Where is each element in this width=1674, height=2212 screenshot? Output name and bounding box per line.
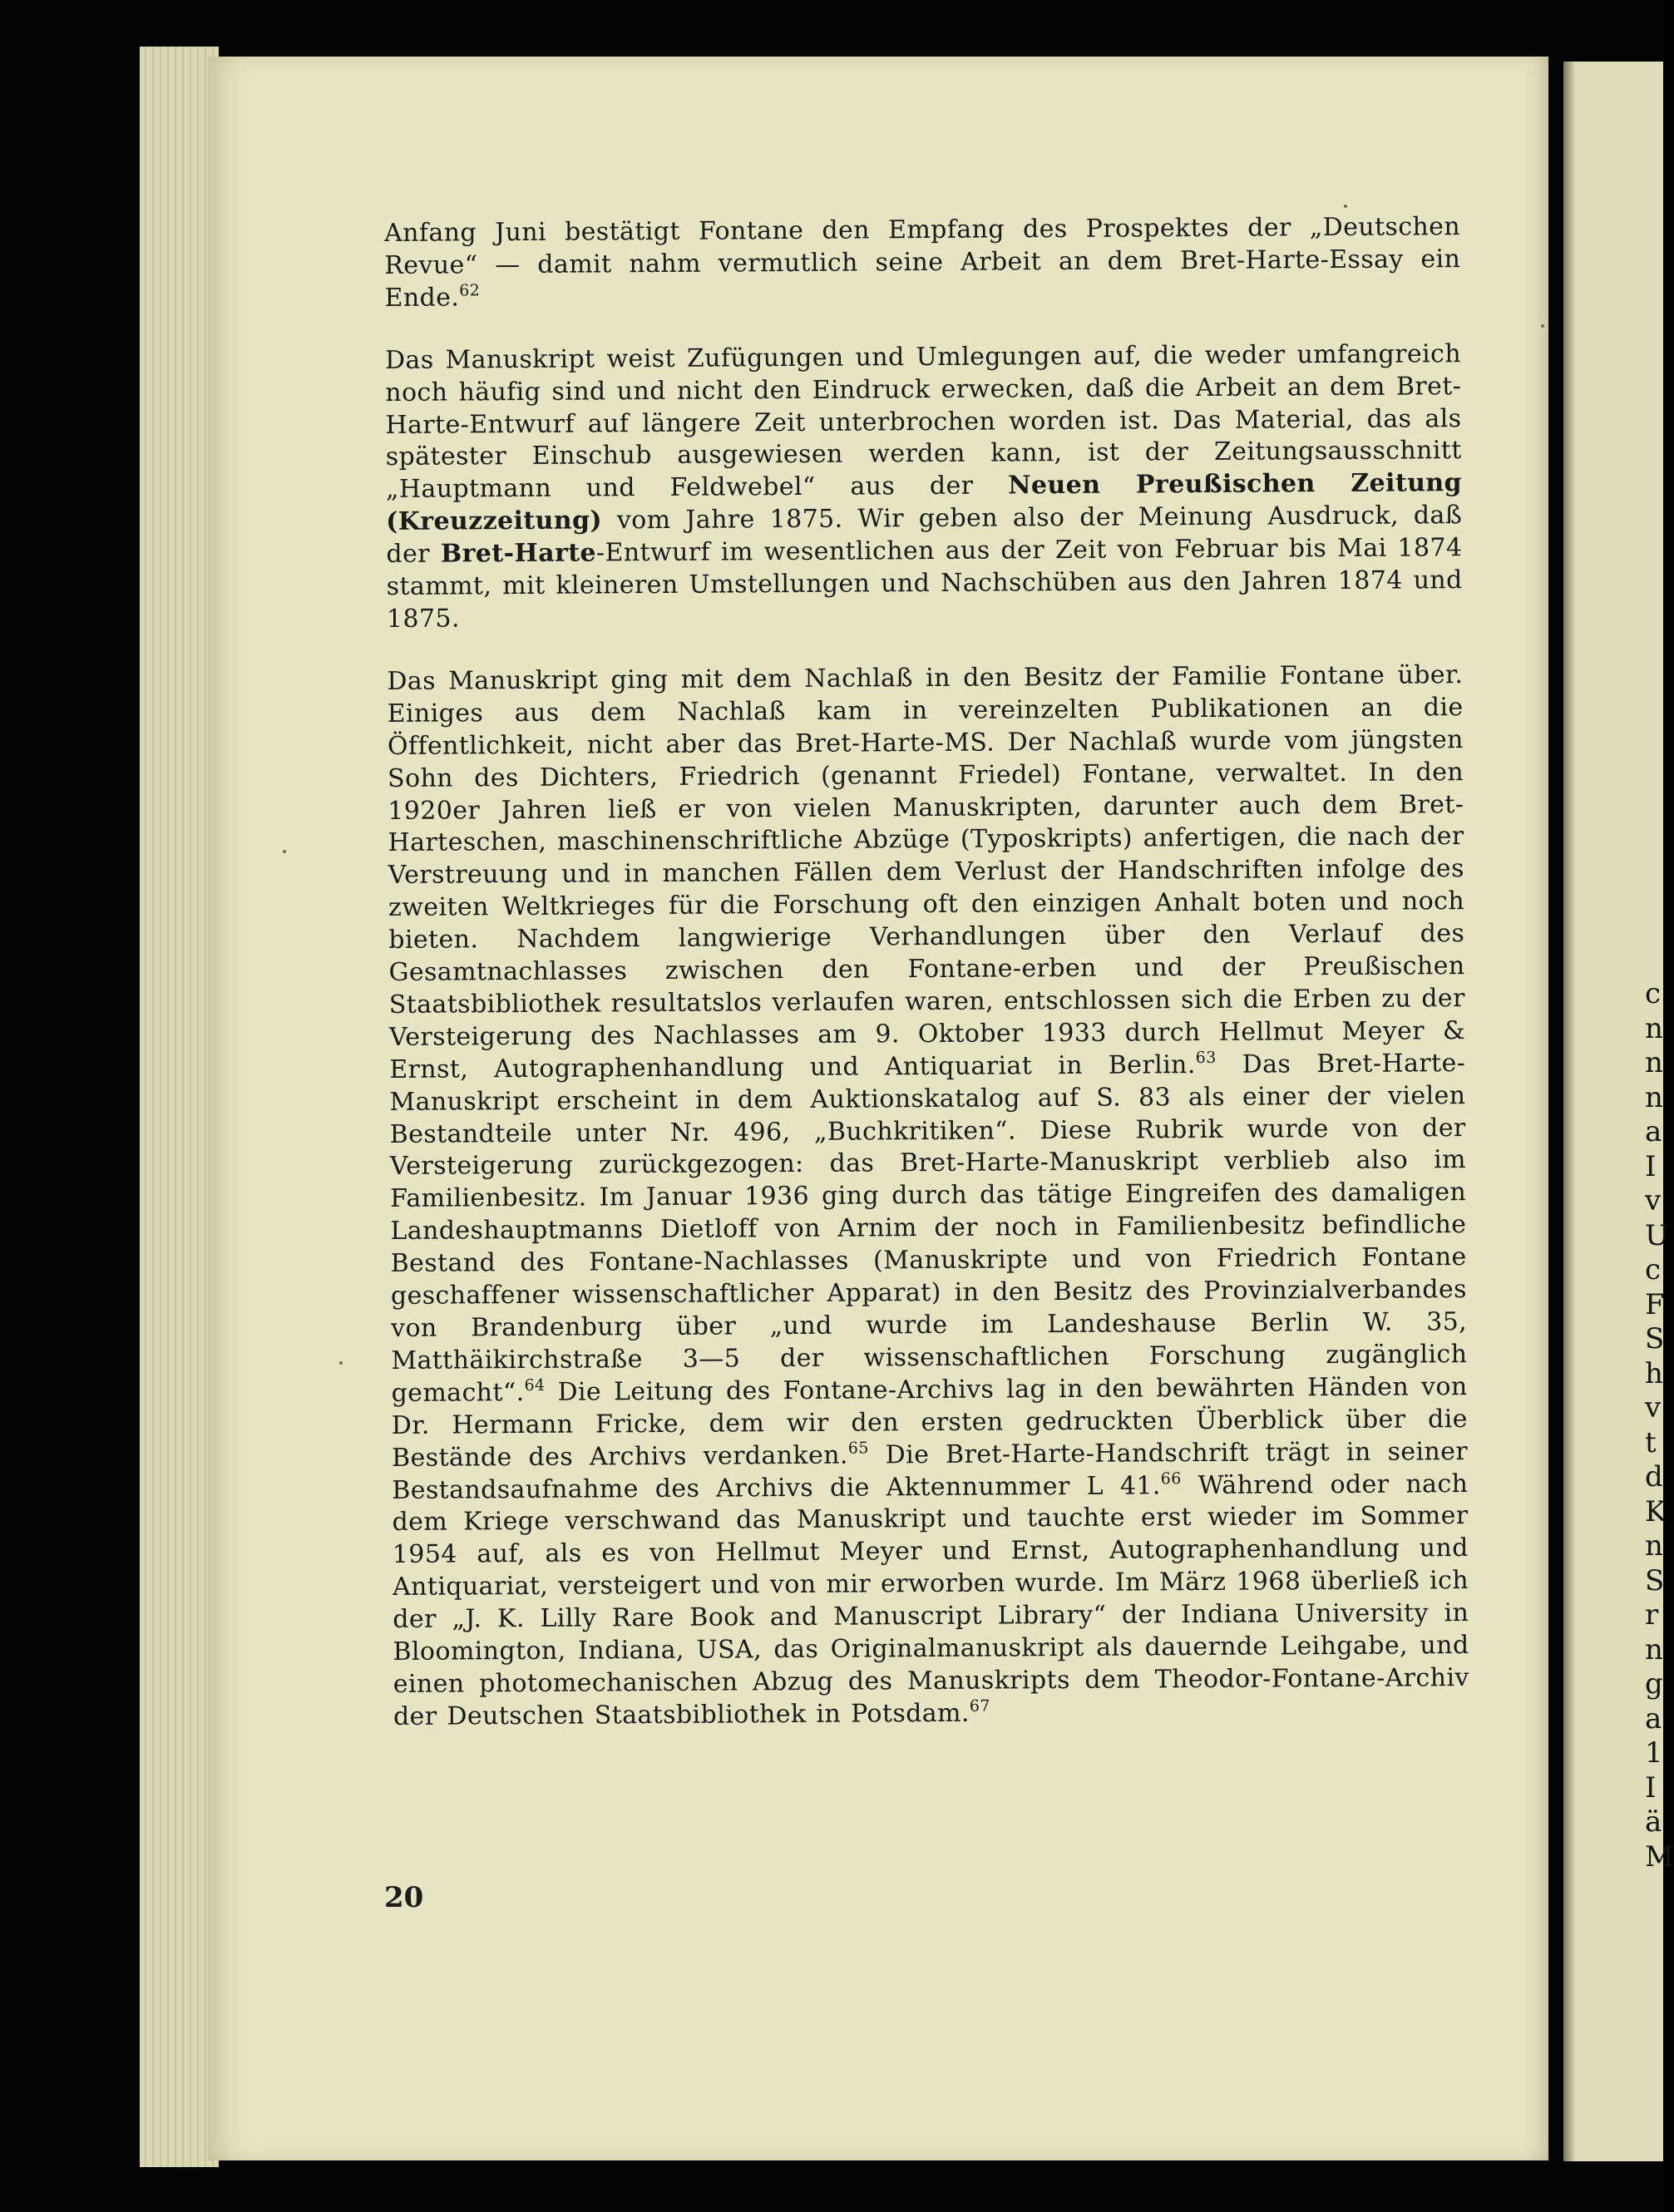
text-run: Das Manuskript ging mit dem Nachlaß in den Besitz der Familie Fontane über. Einiges aus dem Nachlaß kam in vereinzelten Publikationen an die Öffentlichkeit, nicht aber das Bret-Harte-MS. Der Nachlaß wurde vom jüngsten Sohn des Dichters, Friedrich (genannt Friedel) Fontane, verwaltet. In den 1920er Jahren ließ er von vielen Manuskripten, darunter auch dem Bret-Harteschen, maschinenschriftliche Abzüge (Typoskripts) anfertigen, die nach der Verstreuung und in manchen Fällen dem Verlust der Handschriften infolge des zweiten Weltkrieges für die Forschung oft den einzigen Anhalt boten und noch bieten. Nachdem langwierige Verhandlungen über den Verlauf des Gesamtnachlasses zwischen den Fontane-erben und der Preußischen Staatsbibliothek resultatslos verlaufen waren, entschlossen sich die Erben zu der Versteigerung des Nachlasses am 9. Oktober 1933 durch Hellmut Meyer & Ernst, Autographenhandlung und Antiquariat in Berlin. xyxy=(387,659,1466,1084)
footnote-ref-62: 62 xyxy=(459,281,481,300)
next-page-letters xyxy=(1645,977,1674,1874)
footnote-ref-64: 64 xyxy=(524,1375,546,1395)
paper-speck xyxy=(1344,205,1347,208)
next-page-letter: r xyxy=(1645,1598,1659,1632)
next-page-letter: n xyxy=(1645,1046,1663,1079)
next-page-letter: F xyxy=(1645,1287,1665,1321)
next-page-letter: S xyxy=(1645,1322,1665,1355)
gutter-shadow xyxy=(1563,62,1575,2161)
next-page-letter: d xyxy=(1645,1460,1663,1494)
paper-speck xyxy=(283,850,286,853)
footnote-ref-67: 67 xyxy=(969,1696,990,1716)
next-page-letter: I xyxy=(1645,1770,1657,1805)
text-run: Die Leitung des Fontane-Archivs lag in den bewährten Händen von Dr. Hermann Fricke, dem wir den ersten gedruckten Überblick über die Bestände des Archivs verdanken. xyxy=(391,1371,1468,1473)
next-page-letter: ä xyxy=(1645,1805,1662,1839)
text-run: vom Jahre 1875. Wir geben also der Meinung Ausdruck, daß der xyxy=(386,501,1463,570)
next-page-letter: g xyxy=(1645,1667,1663,1701)
text-run: -Entwurf im wesentlichen aus der Zeit von Februar bis Mai 1874 stammt, mit kleineren Umstellungen und Nachschüben aus den Jahren 1874 und 1875. xyxy=(386,533,1463,634)
footnote-ref-66: 66 xyxy=(1160,1469,1182,1488)
text-run: Anfang Juni bestätigt Fontane den Empfang des Prospektes der „Deutschen Revue“ — damit nahm vermutlich seine Arbeit an dem Bret-Harte-Essay ein Ende. xyxy=(384,212,1461,313)
body-text xyxy=(384,211,1469,1764)
page-stack-edges xyxy=(140,47,219,2167)
next-page-letter: v xyxy=(1645,1391,1662,1424)
next-page-letter: n xyxy=(1645,1529,1663,1563)
author-name-bold: Bret-Harte xyxy=(440,538,597,569)
newspaper-title: Neuen Preußischen Zeitung (Kreuzzeitung) xyxy=(386,468,1463,537)
footnote-ref-65: 65 xyxy=(847,1439,869,1458)
paragraph-3 xyxy=(387,659,1469,1734)
next-page-letter: c xyxy=(1645,977,1662,1010)
text-run: Das Bret-Harte-Manuskript erscheint in dem Auktionskatalog auf S. 83 als einer der vielen Bestandteile unter Nr. 496, „Buchkritiken“. Diese Rubrik wurde von der Versteigerung zurückgezogen: das Bret-Harte-Manuskript verblieb also im Familienbesitz. Im Januar 1936 ging durch das tätige Eingreifen des damaligen Landeshauptmanns Dietloff von Arnim der noch in Familienbesitz befindliche Bestand des Fontane-Nachlasses (Manuskripte und von Friedrich Fontane geschaffener wissenschaftlicher Apparat) in den Besitz des Provinzialverbandes von Brandenburg über „und wurde im Landeshause Berlin W. 35, Matthäikirchstraße 3—5 der wissenschaftlichen Forschung zugänglich gemacht“. xyxy=(389,1048,1468,1408)
next-page-letter: n xyxy=(1645,1011,1663,1045)
next-page-letter: M xyxy=(1645,1839,1674,1874)
next-page-letter: v xyxy=(1645,1184,1662,1217)
next-page-letter: a xyxy=(1645,1115,1662,1148)
paragraph-2 xyxy=(385,338,1463,636)
next-page-letter: t xyxy=(1645,1425,1657,1459)
next-page-letter: I xyxy=(1645,1149,1657,1183)
next-page-letter: U xyxy=(1645,1218,1669,1252)
next-page-letter: c xyxy=(1645,1253,1662,1286)
next-page-letter: 1 xyxy=(1645,1736,1663,1770)
paragraph-1 xyxy=(384,211,1461,315)
next-page-letter: S xyxy=(1645,1563,1665,1597)
next-page-letter: h xyxy=(1645,1356,1663,1390)
text-run: Das Manuskript weist Zufügungen und Umlegungen auf, die weder umfangreich noch häufig sind und nicht den Eindruck erwecken, daß die Arbeit an dem Bret-Harte-Entwurf auf längere Zeit unterbrochen worden ist. Das Material, das als spätester Einschub ausgewiesen werden kann, ist der Zeitungsausschnitt „Hauptmann und Feldwebel“ aus der xyxy=(384,338,1462,505)
paper-speck xyxy=(339,1361,343,1365)
footnote-ref-63: 63 xyxy=(1195,1048,1217,1067)
next-page-letter: n xyxy=(1645,1632,1663,1666)
paper-speck xyxy=(1541,324,1544,328)
next-page-letter: a xyxy=(1645,1701,1662,1736)
next-page-letter: n xyxy=(1645,1080,1663,1114)
text-run: Die Bret-Harte-Handschrift trägt in seiner Bestandsaufnahme des Archivs die Aktennummer L 41. xyxy=(392,1436,1469,1505)
next-page-letter: K xyxy=(1645,1494,1667,1528)
text-run: Während oder nach dem Kriege verschwand das Manuskript und tauchte erst wieder im Sommer 1954 auf, als es von Hellmut Meyer und Ernst, Autographenhandlung und Antiquariat, versteigert und von mir erworben wurde. Im März 1968 überließ ich der „J. K. Lilly Rare Book and Manuscript Library“ der Indiana University in Bloomington, Indiana, USA, das Originalmanuskript als dauernde Leihgabe, und einen photomechanischen Abzug des Manuskripts dem Theodor-Fontane-Archiv der Deutschen Staatsbibliothek in Potsdam. xyxy=(392,1469,1469,1731)
page-number: 20 xyxy=(384,1881,424,1914)
